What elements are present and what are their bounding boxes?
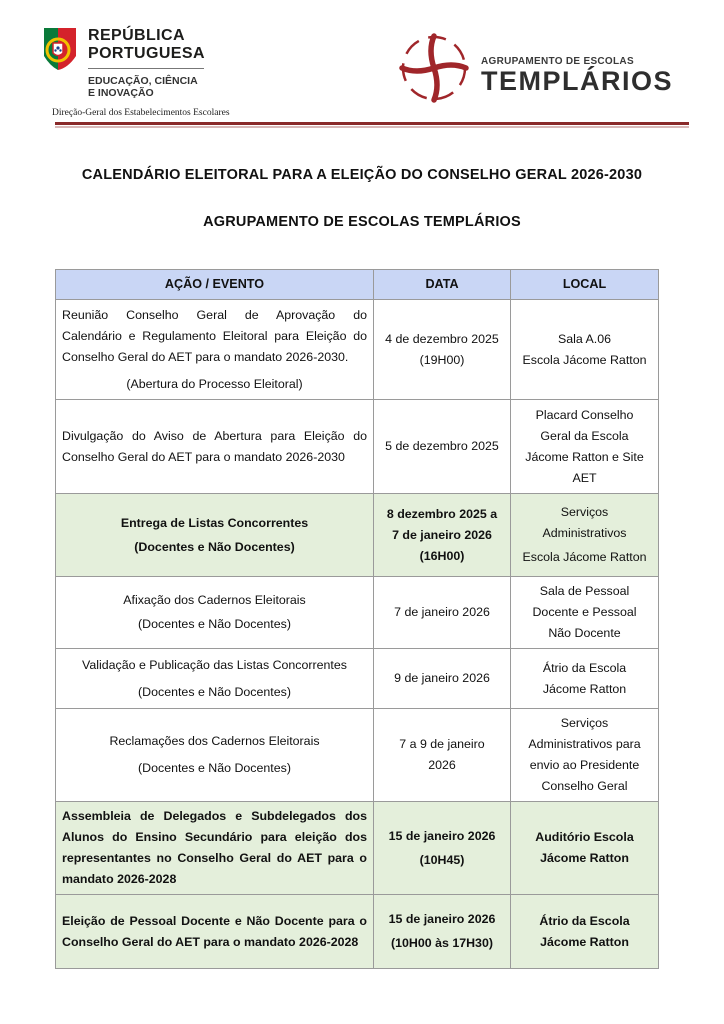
local-cell: [511, 300, 659, 400]
gov-ministry-line2: E INOVAÇÃO: [88, 87, 154, 99]
aet-subtitle: AGRUPAMENTO DE ESCOLAS: [481, 56, 634, 67]
local-line: Escola Jácome Ratton: [522, 352, 647, 367]
action-line: Divulgação do Aviso de Abertura para Eleição do: [62, 428, 367, 443]
date-cell: [374, 300, 511, 400]
local-line: Serviços: [560, 716, 609, 730]
local-cell: [511, 709, 659, 802]
aet-wordmark: [481, 56, 673, 95]
aet-title: TEMPLÁRIOS: [481, 66, 674, 96]
gov-wordmark: [88, 27, 218, 99]
local-line: Jácome Ratton: [542, 681, 627, 696]
local-line: Serviços: [560, 505, 609, 519]
local-line: Sala de Pessoal: [539, 584, 630, 598]
header-action: AÇÃO / EVENTO: [56, 270, 374, 300]
action-line: Afixação dos Cadernos Eleitorais: [123, 593, 306, 607]
action-line: Assembleia de Delegados e Subdelegados dos: [62, 809, 367, 823]
action-cell: [56, 802, 374, 895]
local-line: Não Docente: [548, 626, 621, 640]
gov-ministry-line1: EDUCAÇÃO, CIÊNCIA: [88, 75, 198, 87]
table-row: [56, 400, 659, 494]
table-row: [56, 494, 659, 577]
date-line: 15 de janeiro 2026: [388, 828, 496, 843]
local-line: Geral da Escola: [540, 428, 629, 443]
date-line: (10H00 às 17H30): [391, 936, 493, 950]
table-header-row: [56, 270, 659, 300]
action-line: representantes no Conselho Geral do AET para o: [62, 851, 367, 865]
local-line: Átrio da Escola: [539, 913, 630, 928]
local-line: envio ao Presidente: [529, 758, 640, 772]
document-title: CALENDÁRIO ELEITORAL PARA A ELEIÇÃO DO CONSELHO GERAL 2026-2030: [81, 167, 643, 183]
portuguese-republic-emblem: [42, 26, 78, 72]
action-line: (Abertura do Processo Eleitoral): [126, 376, 303, 391]
gov-title-line2: PORTUGUESA: [88, 45, 205, 62]
local-line: Docente e Pessoal: [532, 605, 637, 619]
local-line: AET: [572, 470, 597, 485]
date-line: 5 de dezembro 2025: [385, 439, 499, 453]
action-line: mandato 2026-2028: [62, 872, 177, 886]
local-cell: [511, 494, 659, 577]
date-line: 7 a 9 de janeiro: [399, 737, 485, 751]
header-date: DATA: [374, 270, 511, 300]
header-rule-shadow: [55, 126, 689, 128]
action-line: Eleição de Pessoal Docente e Não Docente para o: [62, 913, 367, 928]
date-cell: [374, 494, 511, 577]
action-cell: [56, 709, 374, 802]
action-line: Conselho Geral do AET para o mandato 2026-2030.: [62, 349, 349, 364]
action-line: Conselho Geral do AET para o mandato 2026-2030: [62, 449, 345, 464]
table-row: [56, 300, 659, 400]
local-line: Placard Conselho: [535, 407, 634, 422]
date-line: (10H45): [419, 852, 465, 867]
date-line: (16H00): [419, 548, 465, 563]
action-line: Reclamações dos Cadernos Eleitorais: [109, 734, 320, 748]
dgest-label: Direção-Geral dos Estabelecimentos Escolares: [52, 108, 230, 118]
date-cell: [374, 649, 511, 709]
action-cell: [56, 300, 374, 400]
local-cell: [511, 895, 659, 969]
local-cell: [511, 400, 659, 494]
table-row: [56, 895, 659, 969]
date-line: 2026: [428, 758, 456, 772]
date-line: 15 de janeiro 2026: [388, 912, 496, 926]
local-line: Jácome Ratton: [540, 934, 629, 949]
date-line: 7 de janeiro 2026: [392, 527, 492, 542]
action-line: (Docentes e Não Docentes): [138, 761, 291, 775]
document-subtitle: AGRUPAMENTO DE ESCOLAS TEMPLÁRIOS: [203, 214, 521, 230]
gov-divider: [88, 68, 204, 69]
local-line: Escola Jácome Ratton: [522, 550, 647, 564]
action-line: (Docentes e Não Docentes): [138, 617, 291, 631]
action-line: Validação e Publicação das Listas Concorrentes: [82, 657, 347, 672]
action-cell: [56, 400, 374, 494]
action-cell: [56, 649, 374, 709]
action-cell: [56, 577, 374, 649]
action-line: Reunião Conselho Geral de Aprovação do: [62, 307, 367, 322]
date-line: 7 de janeiro 2026: [394, 605, 490, 619]
action-cell: [56, 895, 374, 969]
local-cell: [511, 649, 659, 709]
page-header: [0, 0, 724, 130]
date-line: 9 de janeiro 2026: [394, 671, 490, 685]
date-line: 4 de dezembro 2025: [385, 331, 499, 346]
date-cell: [374, 802, 511, 895]
local-cell: [511, 802, 659, 895]
date-cell: [374, 709, 511, 802]
local-line: Jácome Ratton: [540, 851, 629, 865]
aet-cross-logo: [398, 32, 470, 104]
local-cell: [511, 577, 659, 649]
electoral-calendar-table: [55, 269, 659, 969]
date-line: 8 dezembro 2025 a: [386, 506, 498, 521]
action-line: Conselho Geral do AET para o mandato 2026-2028: [62, 934, 359, 949]
header-rule: [55, 122, 689, 125]
header-local: LOCAL: [511, 270, 659, 300]
date-cell: [374, 895, 511, 969]
date-cell: [374, 400, 511, 494]
gov-title-line1: REPÚBLICA: [88, 27, 185, 44]
action-line: (Docentes e Não Docentes): [138, 684, 291, 699]
table-row: [56, 709, 659, 802]
table-row: [56, 577, 659, 649]
local-line: Átrio da Escola: [542, 660, 627, 675]
local-line: Jácome Ratton e Site: [525, 449, 644, 464]
action-cell: [56, 494, 374, 577]
table-row: [56, 649, 659, 709]
table-row: [56, 802, 659, 895]
local-line: Administrativos: [542, 526, 627, 540]
local-line: Conselho Geral: [541, 779, 628, 793]
local-line: Sala A.06: [557, 331, 612, 346]
action-line: (Docentes e Não Docentes): [134, 539, 295, 554]
local-line: Administrativos para: [528, 737, 641, 751]
date-line: (19H00): [419, 352, 465, 367]
action-line: Calendário e Regulamento Eleitoral para Eleição do: [62, 328, 367, 343]
date-cell: [374, 577, 511, 649]
local-line: Auditório Escola: [535, 830, 634, 844]
action-line: Alunos do Ensino Secundário para eleição dos: [62, 830, 367, 844]
action-line: Entrega de Listas Concorrentes: [120, 515, 309, 530]
